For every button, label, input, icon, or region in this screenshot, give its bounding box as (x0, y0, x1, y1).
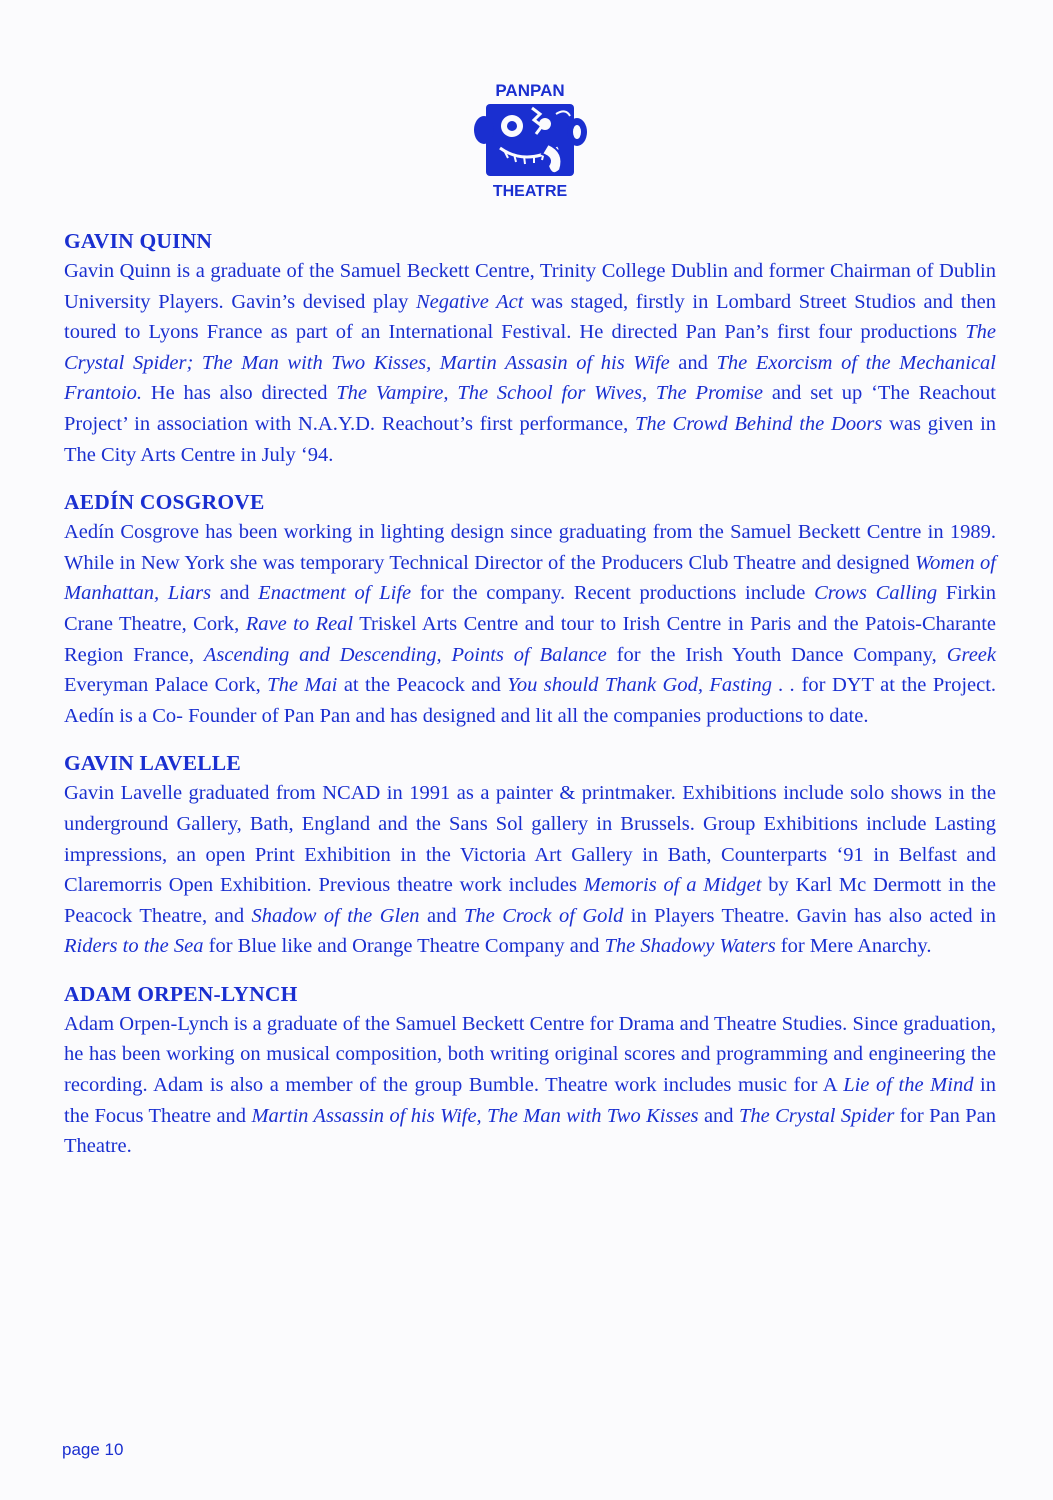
mask-logo-icon (470, 78, 590, 200)
bio-text (64, 778, 996, 962)
bio-heading: GAVIN LAVELLE (64, 751, 241, 776)
italic-title-text: Martin Assassin of his Wife, The Man with Two Kisses (251, 1104, 699, 1127)
bio-gavin-lavelle (64, 748, 996, 962)
italic-title-text: The Crystal Spider; The Man with Two Kisses, Martin Assasin of his Wife (64, 321, 996, 374)
bio-text-run: for the company. Recent productions include (411, 582, 815, 605)
italic-title-text: The Crowd Behind the Doors (634, 412, 883, 435)
page-number: page 10 (62, 1440, 124, 1459)
bio-text-run: and (669, 351, 717, 374)
bio-text-run: Triskel Arts Centre and tour to Irish Centre in Paris and the Patois-Charante Region France, (64, 612, 996, 666)
bio-text (64, 256, 996, 470)
italic-title-text: The Crock of Gold (464, 904, 624, 927)
bio-text-run: and (698, 1104, 739, 1127)
bio-text-run: for Mere Anarchy. (775, 935, 932, 958)
bio-gavin-quinn (64, 226, 996, 470)
bio-text-run: and (419, 904, 465, 927)
bio-text (64, 517, 996, 731)
italic-title-text: Shadow of the Glen (251, 904, 420, 927)
italic-title-text: The Vampire, The School for Wives, The Promise (336, 382, 764, 405)
bio-text-run: Firkin Crane Theatre, Cork, (64, 582, 996, 635)
bio-text-run: in the Focus Theatre and (64, 1074, 996, 1127)
bio-text-run: Gavin Lavelle graduated from NCAD in 1991 as a painter & printmaker. Exhibitions include solo shows in the underground Gallery, Bath, England and the Sans Sol gallery in Brussels. Group Exhibitions include Lasting impressions, an open Print Exhibition in the Victoria Art Gallery in Bath, Counterparts ‘91 in Belfast and Claremorris Open Exhibition. Previous theatre work includes (64, 782, 996, 897)
bio-heading: GAVIN QUINN (64, 229, 213, 253)
italic-title-text: Crows Calling (814, 582, 938, 605)
italic-title-text: Women of Manhattan, Liars (64, 551, 996, 605)
italic-title-text: The Exorcism of the Mechanical Frantoio. (64, 351, 997, 405)
bio-text-run: was staged, firstly in Lombard Street Studios and then toured to Lyons France as part of an International Festival. He directed Pan Pan’s first four productions (64, 290, 996, 344)
bio-heading: AEDÍN COSGROVE (64, 490, 265, 515)
italic-title-text: The Shadowy Waters (604, 935, 776, 958)
bio-text-run: Adam Orpen-Lynch is a graduate of the Samuel Beckett Centre for Drama and Theatre Studies. Since graduation, he has been working on musical composition, both writing original scores and programming and engineering the recording. Adam is also a member of the group Bumble. Theatre work includes music for A (64, 1012, 996, 1097)
pan-pan-theatre-logo (470, 78, 590, 200)
italic-title-text: The Crystal Spider (738, 1104, 895, 1127)
bio-text-run: at the Peacock and (337, 674, 508, 697)
bio-text-run: by Karl Mc Dermott in the Peacock Theatre, and (64, 874, 996, 927)
italic-title-text: The Mai (267, 674, 338, 697)
bio-text-run: was given in The City Arts Centre in July ‘94. (64, 412, 997, 466)
bio-text-run: Everyman Palace Cork, (64, 674, 268, 697)
bio-aedin-cosgrove (64, 487, 996, 731)
bio-text (64, 1009, 996, 1162)
bio-text-run: Aedín Cosgrove has been working in lighting design since graduating from the Samuel Beckett Centre in 1989. While in New York she was temporary Technical Director of the Producers Club Theatre and designed (64, 521, 996, 574)
bio-text-run: for the Irish Youth Dance Company, (606, 643, 947, 666)
logo-top-text: PANPAN (495, 81, 565, 100)
bio-text-run: in Players Theatre. Gavin has also acted in (623, 904, 996, 927)
italic-title-text: Memoris of a Midget (583, 874, 762, 897)
bio-text-run: and (211, 582, 259, 605)
bio-adam-orpen-lynch (64, 979, 996, 1162)
italic-title-text: You should Thank God, Fasting . . (507, 674, 796, 697)
biographies (64, 226, 996, 1179)
italic-title-text: Rave to Real (245, 612, 354, 635)
bio-text-run: for Pan Pan Theatre. (64, 1104, 997, 1158)
italic-title-text: Greek (946, 643, 997, 666)
italic-title-text: Ascending and Descending, Points of Balance (203, 643, 607, 666)
bio-text-run: He has also directed (142, 382, 337, 405)
bio-text-run: and set up ‘The Reachout Project’ in association with N.A.Y.D. Reachout’s first performance, (64, 382, 996, 435)
italic-title-text: Enactment of Life (258, 582, 412, 605)
bio-heading: ADAM ORPEN-LYNCH (64, 981, 298, 1006)
italic-title-text: Riders to the Sea (64, 935, 204, 958)
bio-text-run: Gavin Quinn is a graduate of the Samuel Beckett Centre, Trinity College Dublin and former Chairman of Dublin University Players. Gavin’s devised play (64, 260, 996, 313)
bio-text-run: for Blue like and Orange Theatre Company and (203, 935, 605, 958)
italic-title-text: Lie of the Mind (843, 1074, 974, 1097)
bio-text-run: for DYT at the Project. Aedín is a Co- Founder of Pan Pan and has designed and lit all the companies productions to date. (64, 674, 997, 727)
logo-bottom-text: THEATRE (492, 183, 568, 200)
italic-title-text: Negative Act (415, 290, 524, 313)
